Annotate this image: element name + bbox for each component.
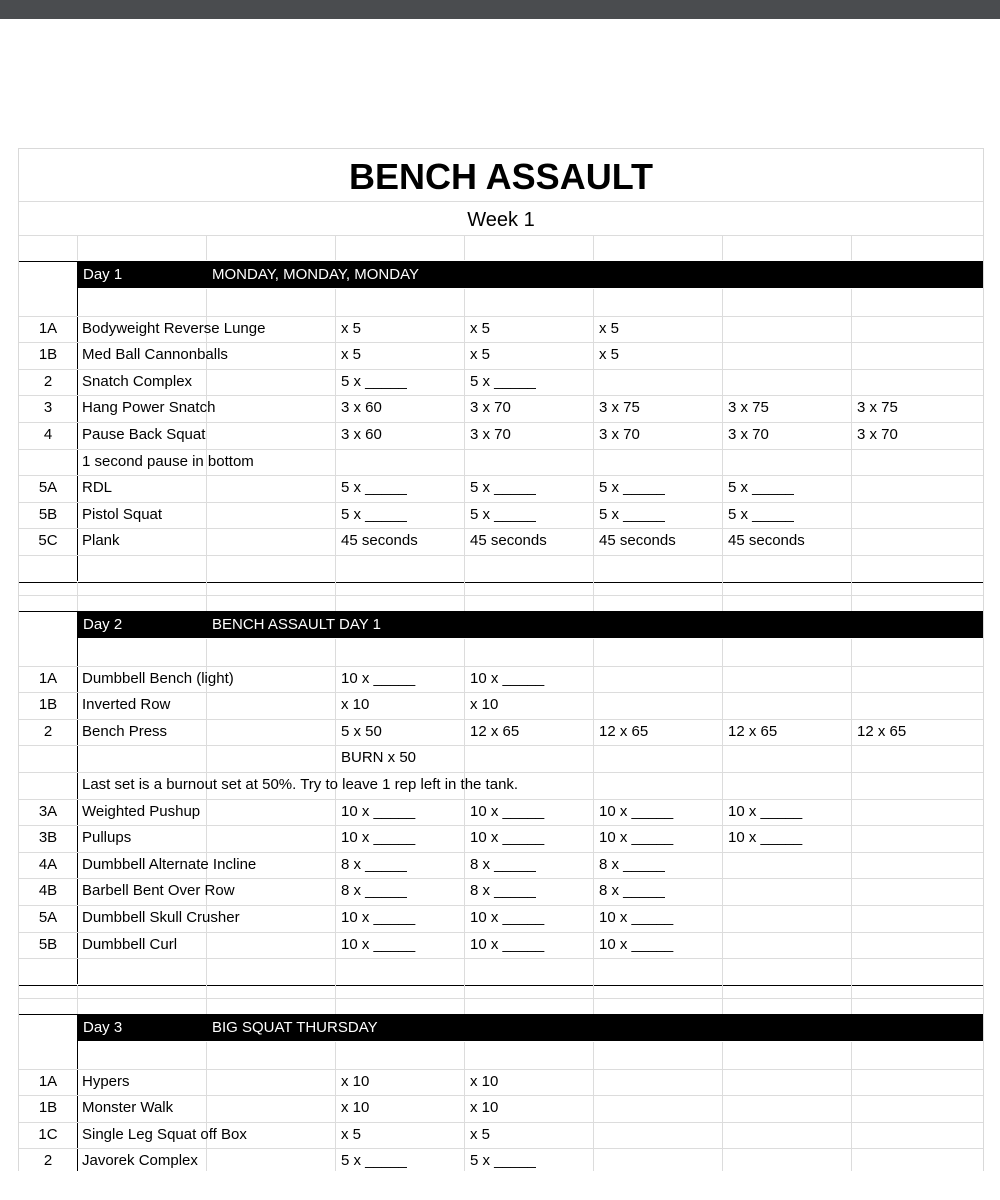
set-cell: x 5: [599, 319, 620, 337]
table-row: [19, 1069, 983, 1095]
set-cell: 5 x _____: [599, 479, 665, 497]
set-cell: 8 x _____: [341, 882, 407, 900]
exercise-name: Last set is a burnout set at 50%. Try to leave 1 rep left in the tank.: [82, 776, 519, 793]
table-row: [19, 449, 983, 475]
set-cell: 10 x _____: [470, 802, 545, 820]
exercise-name: Dumbbell Bench (light): [82, 669, 234, 687]
grid-line: [464, 582, 465, 611]
exercise-id: 5B: [38, 505, 58, 523]
exercise-id: 1A: [38, 1072, 58, 1090]
set-cell: 5 x _____: [599, 505, 665, 523]
grid-line: [593, 235, 594, 260]
day-label: Day 3: [83, 1019, 123, 1036]
set-cell: 3 x 70: [599, 426, 640, 443]
exercise-id: 2: [43, 1152, 53, 1170]
set-cell: 8 x _____: [470, 855, 536, 873]
table-row: [19, 342, 983, 368]
exercise-id: 3A: [38, 802, 58, 820]
table-row: [19, 1042, 983, 1068]
set-cell: 8 x _____: [599, 855, 665, 873]
grid-line: [19, 998, 983, 999]
grid-line: [722, 985, 723, 1014]
set-cell: 8 x _____: [470, 882, 536, 900]
table-row: [19, 639, 983, 665]
table-row: [19, 666, 983, 692]
exercise-name: Hang Power Snatch: [82, 399, 216, 417]
set-cell: 5 x _____: [728, 479, 794, 497]
table-row: [19, 719, 983, 745]
set-cell: x 5: [470, 346, 491, 364]
table-row: [19, 905, 983, 931]
set-cell: 10 x _____: [599, 909, 674, 926]
set-cell: 3 x 70: [470, 426, 511, 443]
set-cell: 12 x 65: [857, 722, 907, 740]
set-cell: 3 x 75: [857, 399, 898, 417]
table-row: [19, 555, 983, 581]
exercise-id: 4A: [38, 855, 58, 873]
set-cell: x 10: [470, 696, 499, 714]
exercise-id: 4B: [38, 882, 58, 900]
set-cell: x 10: [470, 1072, 499, 1090]
exercise-id: 5A: [38, 479, 58, 497]
section-bottom-border: [19, 985, 983, 986]
table-row: [19, 475, 983, 501]
exercise-id: 5B: [38, 935, 58, 953]
set-cell: 10 x _____: [728, 829, 803, 847]
section-bottom-border: [19, 582, 983, 583]
grid-line: [206, 985, 207, 1014]
grid-line: [464, 235, 465, 260]
set-cell: 5 x _____: [470, 1152, 536, 1170]
exercise-name: Pause Back Squat: [82, 426, 206, 443]
exercise-name: Snatch Complex: [82, 372, 193, 390]
set-cell: 3 x 70: [728, 426, 769, 443]
set-cell: BURN x 50: [341, 749, 417, 767]
grid-line: [335, 582, 336, 611]
set-cell: 10 x _____: [341, 909, 416, 926]
set-cell: 10 x _____: [599, 935, 674, 953]
grid-line: [464, 985, 465, 1014]
set-cell: x 5: [341, 319, 362, 337]
table-row: [19, 395, 983, 421]
set-cell: 5 x _____: [470, 479, 536, 497]
set-cell: 45 seconds: [470, 532, 547, 550]
day-label: Day 1: [83, 266, 123, 283]
spreadsheet-page: [18, 148, 984, 1171]
document-title: BENCH ASSAULT: [349, 156, 653, 197]
table-row: [19, 1095, 983, 1121]
set-cell: 3 x 75: [728, 399, 769, 417]
grid-line: [77, 235, 78, 260]
set-cell: 12 x 65: [728, 722, 778, 740]
exercise-name: Single Leg Squat off Box: [82, 1125, 247, 1143]
exercise-name: Med Ball Cannonballs: [82, 346, 228, 364]
exercise-id: 1A: [38, 319, 58, 337]
set-cell: 10 x _____: [728, 802, 803, 820]
set-cell: 10 x _____: [599, 829, 674, 847]
grid-line: [851, 235, 852, 260]
exercise-id: 3: [43, 399, 53, 417]
set-cell: 10 x _____: [470, 829, 545, 847]
set-cell: x 10: [341, 1099, 370, 1117]
grid-line: [77, 582, 78, 611]
set-cell: x 5: [470, 1125, 491, 1143]
table-row: [19, 825, 983, 851]
exercise-name: Bench Press: [82, 722, 168, 740]
table-row: [19, 1148, 983, 1171]
set-cell: 5 x _____: [341, 479, 407, 497]
exercise-id: 1B: [38, 696, 58, 714]
grid-line: [19, 261, 983, 262]
exercise-id: 3B: [38, 829, 58, 847]
day-label: Day 2: [83, 616, 123, 633]
table-row: [19, 502, 983, 528]
exercise-name: Pistol Squat: [82, 505, 163, 523]
set-cell: 10 x _____: [599, 802, 674, 820]
table-row: [19, 289, 983, 315]
set-cell: 45 seconds: [728, 532, 805, 550]
exercise-name: Dumbbell Skull Crusher: [82, 909, 240, 926]
grid-line: [19, 595, 983, 596]
grid-line: [206, 582, 207, 611]
set-cell: 10 x _____: [341, 669, 416, 687]
set-cell: 3 x 60: [341, 426, 382, 443]
table-row: [19, 745, 983, 771]
exercise-name: Plank: [82, 532, 120, 550]
grid-line: [851, 985, 852, 1014]
table-row: [19, 528, 983, 554]
exercise-id: 1B: [38, 1099, 58, 1117]
day-title: MONDAY, MONDAY, MONDAY: [212, 266, 419, 283]
grid-line: [335, 235, 336, 260]
set-cell: 10 x _____: [341, 935, 416, 953]
table-row: [19, 958, 983, 984]
exercise-name: Weighted Pushup: [82, 802, 201, 820]
set-cell: 5 x _____: [341, 505, 407, 523]
set-cell: x 5: [599, 346, 620, 364]
exercise-id: 2: [43, 722, 53, 740]
table-row: [19, 932, 983, 958]
exercise-name: 1 second pause in bottom: [82, 452, 254, 470]
grid-line: [722, 235, 723, 260]
exercise-name: RDL: [82, 479, 113, 497]
exercise-name: Dumbbell Curl: [82, 935, 178, 953]
exercise-id: 5A: [38, 909, 58, 926]
grid-line: [593, 582, 594, 611]
set-cell: 8 x _____: [599, 882, 665, 900]
grid-line: [19, 201, 983, 202]
grid-line: [19, 235, 983, 236]
set-cell: 12 x 65: [599, 722, 649, 740]
set-cell: 10 x _____: [470, 935, 545, 953]
exercise-name: Hypers: [82, 1072, 130, 1090]
grid-line: [335, 985, 336, 1014]
set-cell: 5 x _____: [470, 372, 536, 390]
exercise-id: 2: [43, 372, 53, 390]
set-cell: x 10: [470, 1099, 499, 1117]
table-row: [19, 852, 983, 878]
set-cell: x 5: [341, 1125, 362, 1143]
grid-line: [19, 611, 983, 612]
table-row: [19, 316, 983, 342]
grid-line: [722, 582, 723, 611]
exercise-id: 1B: [38, 346, 58, 364]
table-row: [19, 772, 983, 798]
grid-line: [77, 985, 78, 1014]
viewer-toolbar: [0, 0, 1000, 19]
set-cell: x 10: [341, 696, 370, 714]
set-cell: x 10: [341, 1072, 370, 1090]
set-cell: 10 x _____: [341, 802, 416, 820]
grid-line: [206, 235, 207, 260]
set-cell: 5 x _____: [728, 505, 794, 523]
exercise-id: 1A: [38, 669, 58, 687]
table-row: [19, 1122, 983, 1148]
set-cell: 12 x 65: [470, 722, 520, 740]
day-title: BIG SQUAT THURSDAY: [212, 1019, 378, 1036]
set-cell: 5 x _____: [341, 372, 407, 390]
exercise-name: Dumbbell Alternate Incline: [82, 855, 257, 873]
table-row: [19, 692, 983, 718]
table-row: [19, 422, 983, 448]
set-cell: 10 x _____: [470, 909, 545, 926]
set-cell: 10 x _____: [470, 669, 545, 687]
set-cell: 3 x 75: [599, 399, 640, 417]
exercise-name: Inverted Row: [82, 696, 171, 714]
set-cell: 45 seconds: [599, 532, 676, 550]
exercise-name: Bodyweight Reverse Lunge: [82, 319, 266, 337]
set-cell: x 5: [341, 346, 362, 364]
set-cell: 5 x _____: [470, 505, 536, 523]
set-cell: 8 x _____: [341, 855, 407, 873]
set-cell: 3 x 70: [857, 426, 898, 443]
week-label: Week 1: [467, 209, 535, 231]
table-row: [19, 799, 983, 825]
grid-line: [851, 582, 852, 611]
grid-line: [593, 985, 594, 1014]
set-cell: 3 x 70: [470, 399, 511, 417]
table-row: [19, 369, 983, 395]
exercise-id: 5C: [38, 532, 58, 550]
day-title: BENCH ASSAULT DAY 1: [212, 616, 381, 633]
grid-line: [19, 1014, 983, 1015]
set-cell: x 5: [470, 319, 491, 337]
exercise-name: Javorek Complex: [82, 1152, 198, 1170]
exercise-name: Monster Walk: [82, 1099, 174, 1117]
exercise-name: Pullups: [82, 829, 132, 847]
set-cell: 5 x 50: [341, 722, 382, 740]
exercise-id: 4: [43, 426, 53, 443]
exercise-id: 1C: [38, 1125, 58, 1143]
set-cell: 3 x 60: [341, 399, 382, 417]
set-cell: 5 x _____: [341, 1152, 407, 1170]
exercise-name: Barbell Bent Over Row: [82, 882, 235, 900]
table-row: [19, 878, 983, 904]
set-cell: 45 seconds: [341, 532, 418, 550]
set-cell: 10 x _____: [341, 829, 416, 847]
